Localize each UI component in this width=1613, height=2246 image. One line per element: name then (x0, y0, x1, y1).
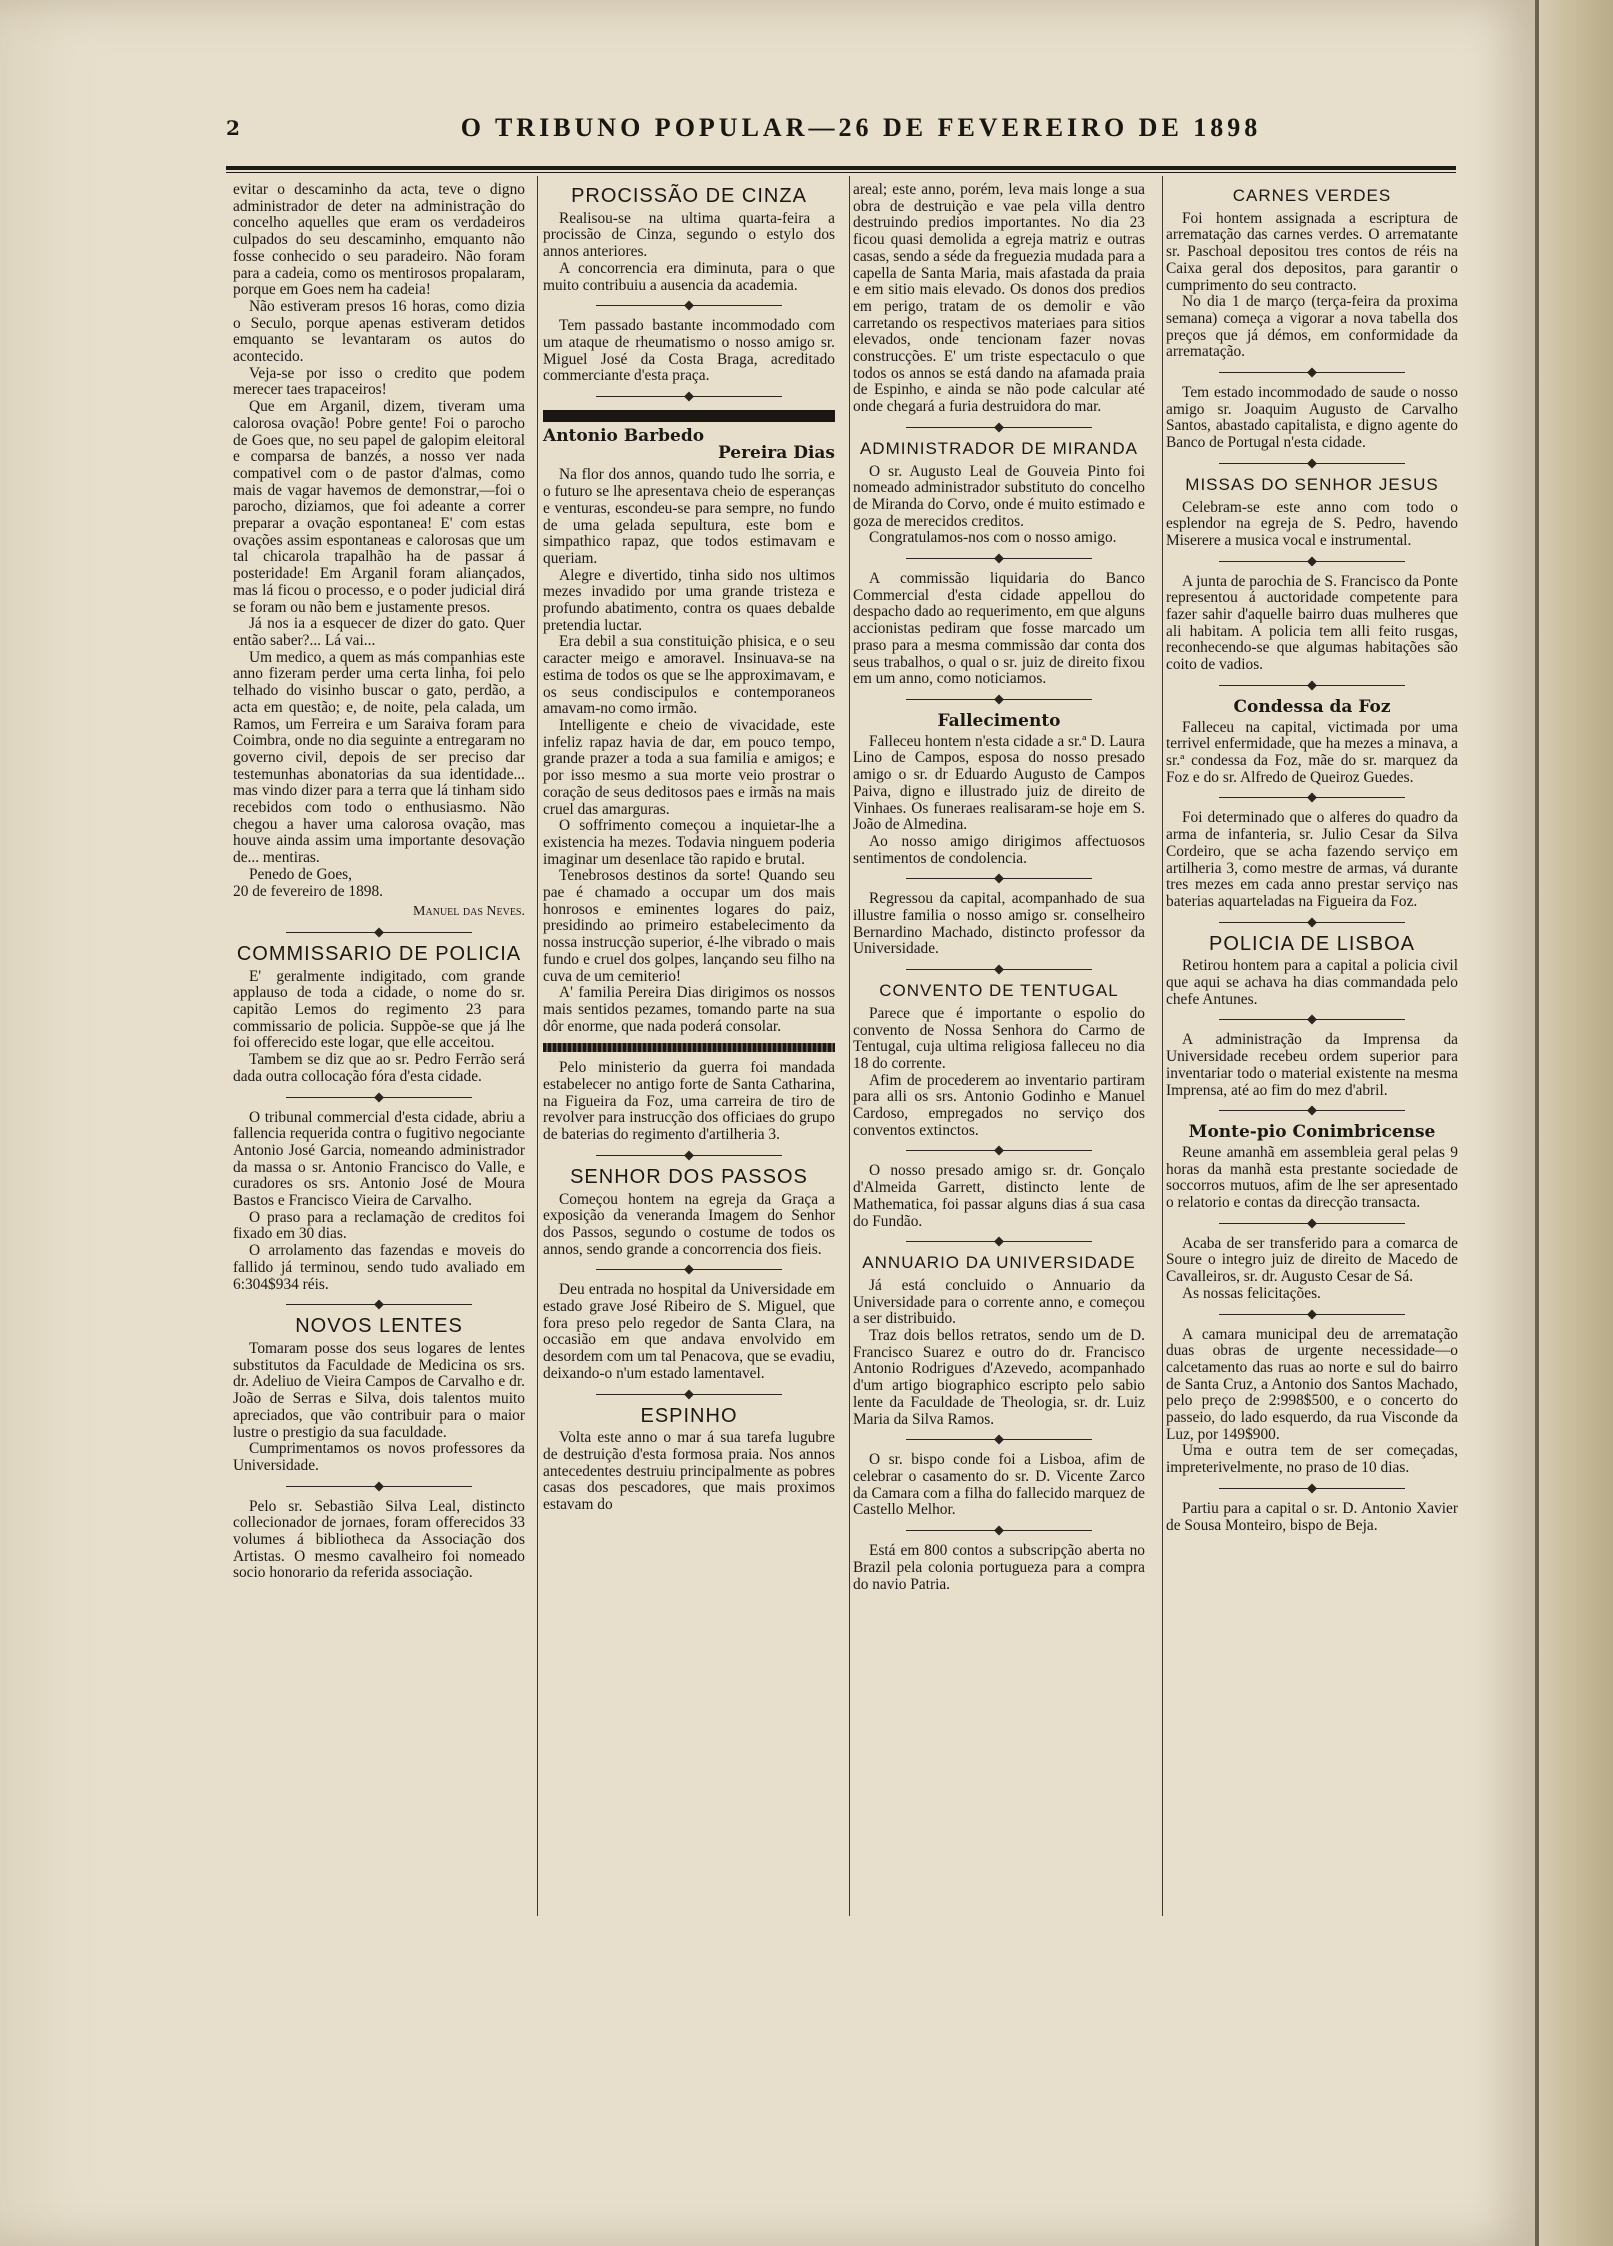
paragraph: Era debil a sua constituição phisica, e o seu caracter meigo e amoravel. Insinuava-se na estima de todos os que se lhe approximavam, e os seus condiscipulos e contemporaneos amavam-no como irmão. (543, 633, 835, 718)
paragraph: Veja-se por isso o credito que podem merecer taes trapaceiros! (233, 364, 525, 399)
paragraph: Tem passado bastante incommodado com um ataque de rheumatismo o nosso amigo sr. Miguel José da Costa Braga, acreditado commerciante d'esta praça. (543, 317, 835, 385)
paragraph: Celebram-se este anno com todo o esplendor na egreja de S. Pedro, havendo Miserere a musica vocal e instrumental. (1166, 498, 1458, 549)
paragraph: Congratulamos-nos com o nosso amigo. (869, 529, 1117, 547)
signature: Manuel das Neves. (413, 904, 525, 920)
paragraph: Tomaram posse dos seus logares de lentes substitutos da Faculdade de Medicina os srs. dr. Adeliuo de Vieira Campos de Carvalho e dr. João de Serras e Silva, dois talentos muito apreciados, que vão contribuir para o maior lustre o prestigio da sua faculdade. (233, 1340, 525, 1441)
headline: POLICIA DE LISBOA (1209, 932, 1415, 955)
separator (543, 1388, 835, 1402)
separator (1166, 366, 1458, 380)
date: 20 de fevereiro de 1898. (233, 882, 383, 900)
headline: Monte-pio Conimbricense (1188, 1122, 1436, 1143)
paragraph: Começou hontem na egreja da Graça a exposição da veneranda Imagem do Senhor dos Passos, segundo o costume de todos os annos, sendo grande a concorrencia dos fieis. (543, 1190, 835, 1258)
paragraph: Traz dois bellos retratos, sendo um de D. Francisco Suarez e outro do dr. Francisco Antonio Rodrigues d'Azevedo, acompanhado d'um artigo biographico escripto pelo sabio lente da Faculdade de Theologia, sr. dr. Luiz Maria da Silva Ramos. (853, 1327, 1145, 1428)
paragraph: Já nos ia a esquecer de dizer do gato. Quer então saber?... Lá vai... (233, 615, 525, 649)
newspaper-title: O TRIBUNO POPULAR—26 DE FEVEREIRO DE 1898 (460, 113, 1262, 142)
paragraph: Parece que é importante o espolio do convento de Nossa Senhora do Carmo de Tentugal, cuja ultima religiosa falleceu no dia 18 do corrente. (853, 1004, 1145, 1072)
headline: CONVENTO DE TENTUGAL (879, 981, 1119, 1001)
separator (1166, 1013, 1458, 1027)
separator (853, 1433, 1145, 1447)
paragraph: Acaba de ser transferido para a comarca de Soure o integro juiz de direito de Macedo de Cavalleiros, sr. dr. Augusto Cesar de Sá. (1166, 1234, 1458, 1286)
separator (853, 872, 1145, 886)
separator (233, 1480, 525, 1494)
paragraph: Afim de procederem ao inventario partiram para alli os srs. Antonio Godinho e Manuel Cardoso, empregados no serviço dos conventos extinctos. (853, 1071, 1145, 1139)
paragraph: Que em Arganil, dizem, tiveram uma calorosa ovação! Pobre gente! Foi o parocho de Goes que, no seu papel de galopim eleitoral e comparsa de banzés, a nosso ver nada compativel com o de pastor d'almas, como mais de vagar havemos de demonstrar,—foi o parocho, diziamos, que foi adeante a correr preparar a ovação espontanea! E' com estas ovações assim espontaneas e calorosas que um tal chicarola trapalhão ha de passar á posteridade! Em Arganil foram aliançados, mas lá ficou o processo, e o poder judicial dirá se foram ou não bem e justamente presos. (233, 398, 525, 616)
mourning-bar (543, 410, 835, 422)
separator (1166, 555, 1458, 569)
column-divider (1162, 176, 1163, 1916)
paragraph: A junta de parochia de S. Francisco da Ponte representou á auctoridade competente para fazer sahir d'aquelle bairro duas mulheres que ali habitam. A policia tem alli feito rusgas, reconhecendo-se que algumas habitações são coito de vadios. (1166, 572, 1458, 674)
headline: COMMISSARIO DE POLICIA (236, 942, 522, 965)
separator (1166, 1217, 1458, 1231)
paragraph: Intelligente e cheio de vivacidade, este infeliz rapaz havia de dar, em pouco tempo, grande prazer a toda a sua familia e amigos; e por isso mesmo a sua morte veio prostrar o coração de seus deditosos paes e irmãs na mais cruel das amarguras. (543, 716, 835, 818)
column-divider (537, 176, 538, 1916)
paragraph: O praso para a reclamação de creditos foi fixado em 30 dias. (233, 1208, 525, 1243)
paragraph: Regressou da capital, acompanhado de sua illustre familia o nosso amigo sr. conselheiro Bernardino Machado, distincto professor da Universidade. (853, 890, 1145, 958)
headline: NOVOS LENTES (295, 1315, 463, 1338)
paragraph: A administração da Imprensa da Universidade recebeu ordem superior para inventariar todo o material existente na mesma Imprensa, até ao fim do mez d'abril. (1166, 1031, 1458, 1099)
paragraph: Um medico, a quem as más companhias este anno fizeram perder uma certa linha, foi pelo telhado do visinho buscar o gato, perdão, a acta em questão; e, de noite, pela calada, um Ramos, um Ferreira e um Saraiva foram para Coimbra, onde no dia seguinte a entregaram no governo civil, depois de ser preciso dar testemunhas abonatorias da sua identidade... mas vindo dizer para a terra que lá tinham sido recebidos com todo o enthusiasmo. Não chegou a haver uma calorosa ovação, mas houve ainda assim uma importante desovação de... mentiras. (233, 648, 525, 867)
paragraph: Alegre e divertido, tinha sido nos ultimos mezes invadido por uma grande tristeza e profundo abatimento, contra os quaes debalde pretendia luctar. (543, 566, 835, 634)
column-3 (853, 182, 1145, 1593)
column-1 (233, 182, 525, 1582)
obituary-subtitle: Pereira Dias (717, 442, 835, 463)
separator (853, 552, 1145, 566)
separator (1166, 457, 1458, 471)
paragraph: Pelo ministerio da guerra foi mandada estabelecer no antigo forte de Santa Catharina, na Figueira da Foz, uma carreira de tiro de revolver para instrucção dos officiaes do grupo de baterias do regimento d'artilheria 3. (543, 1059, 835, 1144)
masthead-rule (226, 166, 1456, 173)
dateline: Penedo de Goes, (249, 865, 353, 883)
separator (853, 1144, 1145, 1158)
paragraph: O soffrimento começou a inquietar-lhe a existencia ha mezes. Todavia ninguem poderia imaginar um desenlace tão rapido e brutal. (543, 817, 835, 868)
paragraph: A' familia Pereira Dias dirigimos os nossos mais sentidos pezames, tomando parte na sua dôr enorme, que nada poderá consolar. (543, 984, 835, 1035)
paragraph: evitar o descaminho da acta, teve o digno administrador de deter na administração do concelho aquelles que eram os verdadeiros culpados do seu descaminho, emquanto não fosse conhecido o seu paradeiro. Não foram para a cadeia, como os mentirosos propalaram, porque em Goes nem ha cadeia! (233, 181, 525, 299)
obituary-title: Antonio Barbedo (543, 426, 705, 447)
paragraph: Volta este anno o mar á sua tarefa lugubre de destruição d'esta formosa praia. Nos annos antecedentes destruiu principalmente as pobres casas dos pescadores, que mais proximos estavam do (543, 1429, 835, 1514)
separator (1166, 1104, 1458, 1118)
paragraph: O tribunal commercial d'esta cidade, abriu a fallencia requerida contra o fugitivo negociante Antonio José Garcia, nomeando administrador da massa o sr. Antonio Francisco do Valle, e curadores os srs. Antonio José de Moura Bastos e Francisco Vieira de Carvalho. (233, 1108, 525, 1210)
paragraph: Tambem se diz que ao sr. Pedro Ferrão será dada outra collocação fóra d'esta cidade. (233, 1051, 525, 1085)
paragraph: Foi determinado que o alferes do quadro da arma de infanteria, sr. Julio Cesar da Silva Cordeiro, que se acha fazendo serviço em artilheria 3, como mestre de armas, vá durante tres mezes em cada anno prestar serviço nas baterias aquarteladas na Figueira da Foz. (1166, 809, 1458, 910)
paragraph: areal; este anno, porém, leva mais longe a sua obra de destruição e vae pela villa dentro destruindo predios importantes. No dia 23 ficou quasi demolida a egreja matriz e outras casas, sendo a séde da freguezia mudada para a capella de Santa Maria, mais afastada da praia e em sitio mais elevado. Os donos dos predios em perigo, tratam de os demolir e vão carretando os respectivos materiaes para sitios elevados, onde tencionam fazer novas construcções. E' um triste espectaculo o que todos os annos se está dando na afamada praia de Espinho, e ainda se não pode calcular até onde chegará a furia destruidora do mar. (853, 181, 1145, 416)
paragraph: A commissão liquidaria do Banco Commercial d'esta cidade appellou do despacho dado ao requerimento, em que alguns accionistas pediram que fosse marcado um praso para a mesma commissão dar conta dos seus trabalhos, o qual o sr. juiz de direito fixou em um anno, como noticiamos. (853, 570, 1145, 688)
column-divider (849, 176, 850, 1916)
paragraph: Cumprimentamos os novos professores da Universidade. (233, 1440, 525, 1474)
paragraph: Foi hontem assignada a escriptura de arrematação das carnes verdes. O arrematante sr. Paschoal depositou tres contos de réis na Caixa geral dos depositos, para garantir o cumprimento do seu contracto. (1166, 209, 1458, 294)
separator (543, 390, 835, 404)
headline: SENHOR DOS PASSOS (570, 1165, 808, 1188)
paragraph: Já está concluido o Annuario da Universidade para o corrente anno, e começou a ser distribuido. (853, 1276, 1145, 1328)
separator (1166, 1482, 1458, 1496)
paragraph: No dia 1 de março (terça-feira da proxima semana) começa a vigorar a nova tabella dos preços que já démos, em conformidade da arrematação. (1166, 293, 1458, 361)
separator (233, 1091, 525, 1105)
separator (233, 926, 525, 940)
mourning-bar (543, 1043, 835, 1052)
headline: CARNES VERDES (1232, 186, 1392, 205)
separator (233, 1298, 525, 1312)
adjacent-page-edge (1535, 0, 1613, 2246)
column-4 (1166, 182, 1458, 1534)
page-number: 2 (226, 116, 240, 140)
paragraph: A camara municipal deu de arrematação duas obras de urgente necessidade—o calcetamento das ruas ao norte e sul do bairro de Santa Cruz, a Antonio dos Santos Machado, pelo preço de 2:998$500, e o concerto do passeio, do lado esquerdo, da rua Visconde da Luz, por 149$900. (1166, 1325, 1458, 1443)
separator (543, 1149, 835, 1163)
paragraph: Tem estado incommodado de saude o nosso amigo sr. Joaquim Augusto de Carvalho Santos, abastado capitalista, e digno agente do Banco de Portugal n'esta cidade. (1166, 384, 1458, 452)
headline: ESPINHO (640, 1404, 738, 1427)
paragraph: O arrolamento das fazendas e moveis do fallido já terminou, sendo tudo avaliado em 6:304$934 réis. (233, 1242, 525, 1293)
paragraph: Deu entrada no hospital da Universidade em estado grave José Ribeiro de S. Miguel, que fora preso pelo regedor de Santa Clara, na occasião em que andava envolvido em desordem com um tal Penacova, que se evadiu, deixando-o n'um estado lamentavel. (543, 1281, 835, 1382)
paragraph: O nosso presado amigo sr. dr. Gonçalo d'Almeida Garrett, distincto lente de Mathematica, foi passar alguns dias á sua casa do Fundão. (853, 1162, 1145, 1230)
paragraph: Pelo sr. Sebastião Silva Leal, distincto collecionador de jornaes, foram offerecidos 33 volumes á bibliotheca da Associação dos Artistas. O mesmo cavalheiro foi nomeado socio honorario da referida associação. (233, 1497, 525, 1582)
separator (1166, 791, 1458, 805)
masthead (226, 108, 1456, 148)
headline: ADMINISTRADOR DE MIRANDA (859, 438, 1139, 458)
separator (1166, 1308, 1458, 1322)
separator (853, 693, 1145, 707)
column-2 (543, 182, 835, 1514)
separator (853, 963, 1145, 977)
paragraph: E' geralmente indigitado, com grande applauso de toda a cidade, o nome do sr. capitão Lemos do regimento 23 para commissario de policia. Suppõe-se que já lhe foi offerecido este logar, que elle acceitou. (233, 967, 525, 1052)
headline: PROCISSÃO DE CINZA (571, 185, 807, 207)
paragraph: Retirou hontem para a capital a policia civil que aqui se achava ha dias commandada pelo chefe Antunes. (1166, 957, 1458, 1008)
separator (543, 1263, 835, 1277)
separator (853, 1524, 1145, 1538)
paragraph: Está em 800 contos a subscripção aberta no Brazil pela colonia portugueza para a compra do navio Patria. (853, 1542, 1145, 1593)
paragraph: Tenebrosos destinos da sorte! Quando seu pae é chamado a occupar um dos mais honrosos e eminentes logares do paiz, presidindo ao primeiro estabelecimento da nossa instrucção superior, é-lhe vibrado o mais fundo e cruel dos golpes, lançando seu filho na cuva de um cemiterio! (543, 867, 835, 985)
paragraph: Realisou-se na ultima quarta-feira a procissão de Cinza, segundo o estylo dos annos anteriores. (543, 209, 835, 261)
paragraph: Falleceu na capital, victimada por uma terrivel enfermidade, que ha mezes a minava, a sr.ª condessa da Foz, mãe do sr. marquez da Foz e do sr. Alfredo de Queiroz Guedes. (1166, 718, 1458, 786)
headline: Condessa da Foz (1233, 696, 1391, 717)
paragraph: Partiu para a capital o sr. D. Antonio Xavier de Sousa Monteiro, bispo de Beja. (1166, 1499, 1458, 1534)
separator (853, 1235, 1145, 1249)
paragraph: As nossas felicitações. (1182, 1284, 1321, 1302)
paragraph: O sr. Augusto Leal de Gouveia Pinto foi nomeado administrador substituto do concelho de Miranda do Corvo, onde é muito estimado e goza de merecidos creditos. (853, 462, 1145, 530)
paragraph: Reune amanhã em assembleia geral pelas 9 horas da manhã esta prestante sociedade de soccorros mutuos, afim de lhe ser apresentado o relatorio e contas da direcção transacta. (1166, 1143, 1458, 1212)
paragraph: Uma e outra tem de ser começadas, impreterivelmente, no praso de 10 dias. (1166, 1442, 1458, 1477)
paragraph: Falleceu hontem n'esta cidade a sr.ª D. Laura Lino de Campos, esposa do nosso presado amigo o sr. dr Eduardo Augusto de Campos Paiva, digno e illustrado juiz de direito de Vinhaes. Os funeraes realisaram-se hoje em S. João de Almedina. (853, 732, 1145, 834)
paragraph: A concorrencia era diminuta, para o que muito contribuiu a ausencia da academia. (543, 259, 835, 294)
paragraph: Ao nosso amigo dirigimos affectuosos sentimentos de condolencia. (853, 832, 1145, 867)
headline: MISSAS DO SENHOR JESUS (1185, 474, 1439, 494)
paragraph: Na flor dos annos, quando tudo lhe sorria, e o futuro se lhe apresentava cheio de esperanças e venturas, escondeu-se para sempre, no fundo de uma gelada sepultura, este bom e simpathico rapaz, que todos estimavam e queriam. (543, 466, 835, 567)
headline: Fallecimento (937, 710, 1061, 731)
separator (853, 421, 1145, 435)
separator (1166, 916, 1458, 930)
paragraph: Não estiveram presos 16 horas, como dizia o Seculo, porque apenas estiveram detidos emquanto se levantaram os autos do acontecido. (233, 297, 525, 366)
separator (1166, 679, 1458, 693)
separator (543, 299, 835, 313)
paragraph: O sr. bispo conde foi a Lisboa, afim de celebrar o casamento do sr. D. Vicente Zarco da Camara com a filha do fallecido marquez de Castello Melhor. (853, 1451, 1145, 1519)
headline: ANNUARIO DA UNIVERSIDADE (862, 1253, 1136, 1273)
